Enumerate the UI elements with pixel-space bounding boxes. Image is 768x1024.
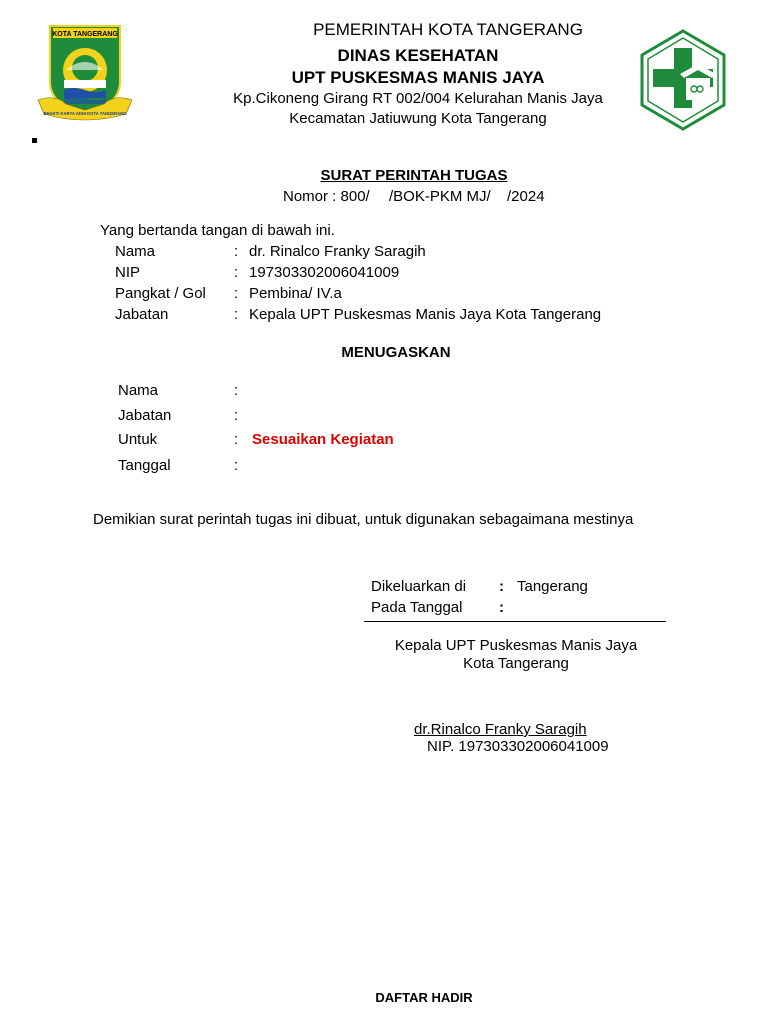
- assignee-date-colon: :: [234, 457, 239, 474]
- letter-number-prefix: Nomor : 800/: [283, 188, 370, 205]
- letter-number-year: /2024: [507, 188, 545, 205]
- logo-ribbon-text: BHAKTI KARYA ADHI KOTA TANGERANG: [43, 111, 127, 116]
- signer-position-value: Kepala UPT Puskesmas Manis Jaya Kota Tangerang: [249, 306, 602, 323]
- signature-divider: [364, 621, 666, 622]
- signer-position-colon: :: [234, 306, 239, 323]
- issued-place-label: Dikeluarkan di: [371, 578, 467, 595]
- logo-text-top: KOTA TANGERANG: [52, 31, 118, 38]
- assignee-date-label: Tanggal: [118, 457, 171, 474]
- sign-position-line2: Kota Tangerang: [463, 655, 569, 672]
- signer-intro: Yang bertanda tangan di bawah ini.: [100, 222, 335, 239]
- signer-nip-colon: :: [234, 264, 239, 281]
- header-gov: PEMERINTAH KOTA TANGERANG: [313, 20, 583, 39]
- signer-rank-label: Pangkat / Gol: [115, 285, 206, 302]
- sign-name: dr.Rinalco Franky Saragih: [414, 721, 587, 738]
- signer-name-label: Nama: [115, 243, 156, 260]
- assignee-purpose-colon: :: [234, 431, 239, 448]
- signer-name-colon: :: [234, 243, 239, 260]
- header-address-line2: Kecamatan Jatiuwung Kota Tangerang: [289, 110, 547, 127]
- sign-nip: NIP. 197303302006041009: [427, 738, 609, 755]
- signer-rank-value: Pembina/ IV.a: [249, 285, 342, 302]
- assignee-name-colon: :: [234, 382, 239, 399]
- letter-title: SURAT PERINTAH TUGAS: [320, 167, 508, 184]
- assign-heading: MENUGASKAN: [341, 344, 451, 361]
- signer-rank-colon: :: [234, 285, 239, 302]
- signer-nip-value: 197303302006041009: [249, 264, 400, 281]
- sign-position-line1: Kepala UPT Puskesmas Manis Jaya: [394, 637, 638, 654]
- bullet-marker: [32, 138, 37, 143]
- header-address-line1: Kp.Cikoneng Girang RT 002/004 Kelurahan Manis Jaya: [233, 90, 603, 107]
- closing-statement: Demikian surat perintah tugas ini dibuat, untuk digunakan sebagaimana mestinya: [93, 511, 634, 528]
- signer-name-value: dr. Rinalco Franky Saragih: [249, 243, 426, 260]
- assignee-purpose-label: Untuk: [118, 431, 158, 448]
- issued-place-value: Tangerang: [517, 578, 588, 595]
- signer-nip-label: NIP: [115, 264, 141, 281]
- assignee-purpose-value: Sesuaikan Kegiatan: [252, 431, 394, 448]
- letter-number-code: /BOK-PKM MJ/: [389, 188, 491, 205]
- footer-attendance-title: DAFTAR HADIR: [375, 990, 473, 1005]
- signer-position-label: Jabatan: [115, 306, 169, 323]
- assignee-position-label: Jabatan: [118, 407, 172, 424]
- issued-place-colon: :: [499, 578, 504, 595]
- issued-date-colon: :: [499, 599, 504, 616]
- assignee-name-label: Nama: [118, 382, 159, 399]
- assignee-position-colon: :: [234, 407, 239, 424]
- issued-date-label: Pada Tanggal: [371, 599, 463, 616]
- header-dept: DINAS KESEHATAN: [337, 46, 499, 65]
- puskesmas-logo: [636, 28, 730, 132]
- header-unit: UPT PUSKESMAS MANIS JAYA: [291, 68, 545, 87]
- kota-tangerang-logo: [36, 24, 136, 124]
